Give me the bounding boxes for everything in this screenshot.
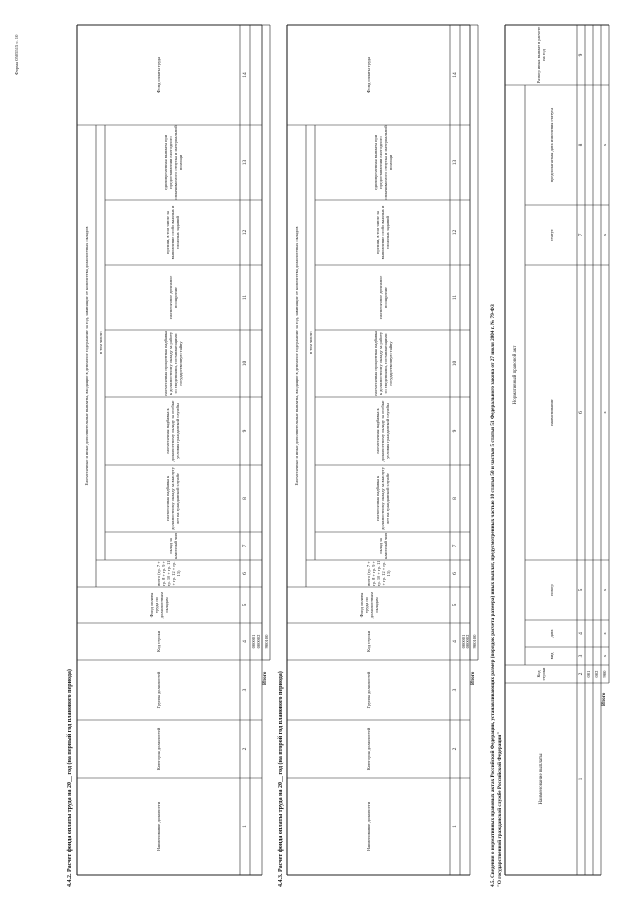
a-num-3: 3 <box>242 688 248 692</box>
c-num-6: 6 <box>578 411 584 414</box>
a-col-incentive: ежемесячное денежное поощрение <box>167 275 178 320</box>
a-col-group: Группа должностей <box>156 671 161 709</box>
c-col-name: наименование <box>548 399 554 426</box>
c-col-status: статус <box>548 229 554 241</box>
b-num-7: 7 <box>452 544 458 548</box>
b-col-category: Категория должностей <box>366 727 371 771</box>
b-col-seniority: ежемесячная надбавка к должностному окладу за выслугу лет на гражданской службе <box>375 467 390 530</box>
b-num-10: 10 <box>452 360 458 367</box>
a-num-1: 1 <box>242 825 248 828</box>
a-num-7: 7 <box>242 544 248 548</box>
a-num-11: 11 <box>242 294 248 301</box>
b-num-6: 6 <box>452 572 458 575</box>
b-num-14: 14 <box>452 72 458 78</box>
a-col-bonus: премии, в том числе за выполнение особо важных и сложных заданий <box>165 205 180 260</box>
a-num-2: 2 <box>242 747 248 751</box>
a-num-14: 14 <box>242 72 248 78</box>
c-col-date: дата <box>548 629 554 638</box>
a-row-code-1: 000001 <box>251 634 256 649</box>
b-num-11: 11 <box>452 294 458 301</box>
c-total-x-type: x <box>602 654 607 658</box>
a-col-monthly-header: Ежемесячные и иные дополнительные выплаты, входящие в денежное содержание за год, зависящие от количества должностных окладов <box>84 226 89 486</box>
a-col-including: в том числе: <box>98 331 103 354</box>
b-num-5: 5 <box>452 603 458 607</box>
b-col-fund-total: Фонд оплаты труда <box>366 56 371 94</box>
a-col-class-rank: оклад за классный чин <box>167 533 178 559</box>
c-total-label: Итого <box>602 692 607 706</box>
b-col-special: ежемесячная надбавка к должностному окладу за особые условия гражданской службы <box>375 400 390 462</box>
c-num-5: 5 <box>578 588 584 592</box>
a-num-9: 9 <box>242 429 248 433</box>
b-col-group: Группа должностей <box>366 671 371 709</box>
a-num-4: 4 <box>242 640 248 643</box>
form-label: Форма 0505515 с. 10 <box>14 34 19 75</box>
a-col-code: Код строки <box>156 631 161 652</box>
b-num-2: 2 <box>452 747 458 751</box>
c-num-9: 9 <box>578 53 584 57</box>
b-num-3: 3 <box>452 688 458 692</box>
c-num-4: 4 <box>578 632 584 635</box>
b-num-4: 4 <box>452 640 458 643</box>
c-num-2: 2 <box>578 672 584 676</box>
a-col-category: Категория должностей <box>156 727 161 771</box>
a-col-lump: единовременная выплата при предоставлении ежегодного оплачиваемого отпуска и материальной помощи <box>162 125 183 200</box>
a-row-code-2: 000002 <box>256 634 261 649</box>
b-row-code-2: 000002 <box>465 634 470 649</box>
section-b-title: 4.4.3. Расчет фонда оплаты труда на 20__ год (на второй год планового периода) <box>278 671 284 887</box>
a-col-position: Наименование должности <box>156 802 161 851</box>
c-total-code: 900 <box>602 670 607 678</box>
c-num-3: 3 <box>578 654 584 658</box>
a-num-6: 6 <box>242 572 248 575</box>
c-num-1: 1 <box>578 777 584 781</box>
b-row-code-1: 000001 <box>461 634 466 649</box>
b-col-incentive: ежемесячное денежное поощрение <box>377 275 388 320</box>
a-num-12: 12 <box>242 229 248 236</box>
a-col-total: всего (гр. 7 + гр. 8 + гр. 9 + гр. 10 + гр. 11 + гр. 12 + гр. 13) <box>155 560 181 587</box>
b-col-including: в том числе: <box>308 331 313 354</box>
a-col-secrecy: ежемесячная процентная надбавка к должностному окладу за работу со сведениями, составляющими государственную тайну <box>162 331 183 396</box>
c-col-type: вид <box>548 652 554 660</box>
b-num-8: 8 <box>452 497 458 500</box>
c-num-8: 8 <box>578 143 584 147</box>
c-col-code: Код строки <box>536 667 546 681</box>
c-col-status-date: предполагаемая дата изменения статуса <box>548 107 554 183</box>
a-col-fund-total: Фонд оплаты труда <box>156 56 161 94</box>
c-total-x-date: x <box>602 632 607 635</box>
c-col-payment: Наименование выплаты <box>538 753 544 805</box>
b-num-9: 9 <box>452 429 458 433</box>
c-num-7: 7 <box>578 233 584 237</box>
c-col-amount: Размер иных выплат в расчете на год <box>536 26 546 84</box>
c-col-number: номер <box>548 584 554 596</box>
b-col-class-rank: оклад за классный чин <box>377 533 388 559</box>
c-row-code-1: 001 <box>586 670 591 678</box>
a-total-code: 900100 <box>264 634 269 649</box>
b-num-12: 12 <box>452 229 458 236</box>
a-num-13: 13 <box>242 159 248 166</box>
b-num-1: 1 <box>452 825 458 828</box>
b-col-secrecy: ежемесячная процентная надбавка к должностному окладу за работу со сведениями, составляющими государственную тайну <box>372 331 393 396</box>
a-col-fund-salary: Фонд оплаты труда по должностным окладам <box>148 591 169 619</box>
b-num-13: 13 <box>452 159 458 166</box>
a-num-8: 8 <box>242 497 248 500</box>
b-col-lump: единовременная выплата при предоставлении ежегодного оплачиваемого отпуска и материальной помощи <box>372 125 393 200</box>
b-total-code: 900100 <box>472 634 477 649</box>
b-col-position: Наименование должности <box>366 802 371 851</box>
section-a-title: 4.4.2. Расчет фонда оплаты труда на 20__ год (на первый год планового периода) <box>67 669 73 887</box>
b-col-monthly-header: Ежемесячные и иные дополнительные выплаты, входящие в денежное содержание за год, зависящие от количества должностных окладов <box>294 226 299 486</box>
c-row-code-2: 002 <box>594 670 599 678</box>
a-num-5: 5 <box>242 603 248 607</box>
c-total-x-status-date: x <box>602 143 607 147</box>
c-total-x-number: x <box>602 588 607 592</box>
c-col-act: Нормативный правовой акт <box>512 345 518 405</box>
section-c-title-2: "О государственной гражданской службе Российской Федерации" <box>497 731 503 887</box>
a-total-label: Итого <box>263 671 268 685</box>
a-num-10: 10 <box>242 360 248 367</box>
section-c-title: 4.5. Сведения о нормативных правовых актах Российской Федерации, устанавливающих размер (порядок расчета размера) иных выплат, предусмотренных частью 10 статьи 50 и частью 5 статьи 51 Федерального закона от 27 июля 2004 г. № 79-ФЗ <box>490 304 496 887</box>
a-col-special: ежемесячная надбавка к должностному окладу за особые условия гражданской службы <box>165 400 180 462</box>
b-total-label: Итого <box>471 671 476 685</box>
b-col-code: Код строки <box>366 631 371 652</box>
c-total-x-name: x <box>602 411 607 414</box>
b-col-total: всего (гр. 7 + гр. 8 + гр. 9 + гр. 10 + гр. 11 + гр. 12 + гр. 13) <box>365 560 391 587</box>
b-col-fund-salary: Фонд оплаты труда по должностным окладам <box>358 591 379 619</box>
c-total-x-status: x <box>602 233 607 237</box>
a-col-seniority: ежемесячная надбавка к должностному окладу за выслугу лет на гражданской службе <box>165 467 180 530</box>
b-col-bonus: премии, в том числе за выполнение особо важных и сложных заданий <box>375 205 390 260</box>
